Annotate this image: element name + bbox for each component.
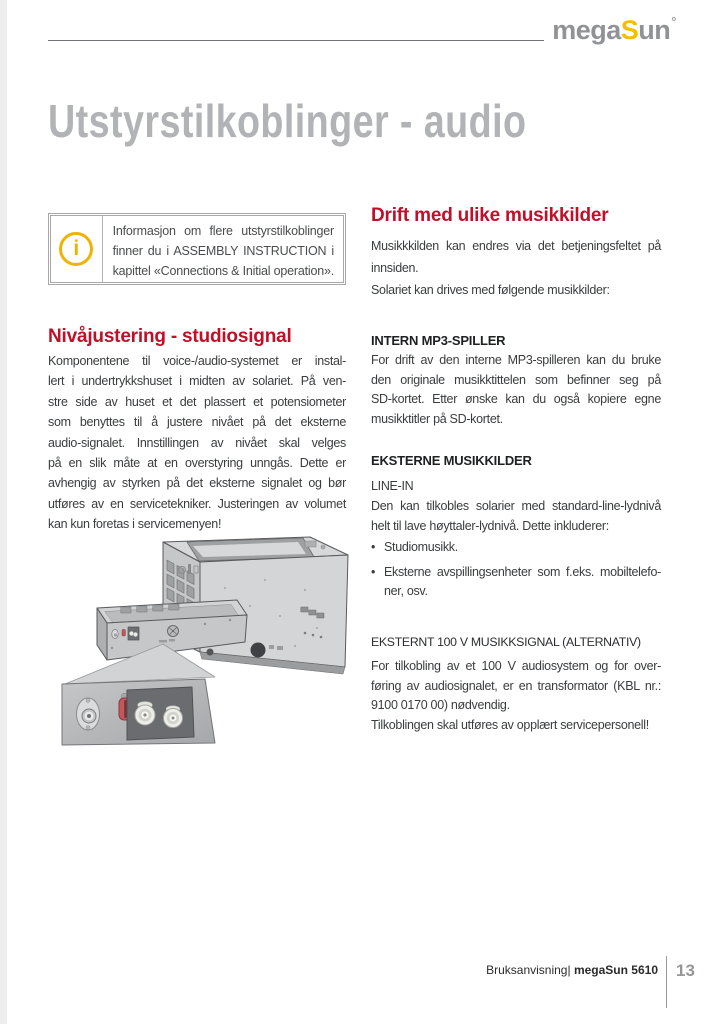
alt-signal-section — [371, 633, 661, 735]
info-box — [48, 213, 346, 285]
logo-trademark-icon: ° — [671, 14, 676, 29]
right-section-heading: Drift med ulike musikkilder — [371, 205, 609, 226]
footer-divider — [666, 956, 667, 1008]
alt-signal-heading: EKSTERNT 100 V MUSIKKSIGNAL (ALTERNATIV) — [371, 635, 641, 649]
right-intro: Musikkkilden kan endres via det betjeningsfeltet på innsiden. Solariet kan drives med følgende musikkilder: — [371, 239, 661, 297]
audio-housing-illustration — [55, 528, 355, 773]
jack-socket — [77, 698, 100, 730]
info-icon-cell — [51, 216, 103, 282]
external-heading: EKSTERNE MUSIKKILDER — [371, 453, 532, 468]
logo-suffix: un — [638, 15, 671, 45]
speaker-hole — [251, 643, 266, 658]
footer-doc-type: Bruksanvisning| — [486, 963, 571, 977]
header-rule — [48, 40, 544, 41]
mp3-section — [371, 331, 661, 429]
left-section-heading: Nivåjustering - studiosignal — [48, 326, 292, 347]
alt-signal-body: For tilkobling av et 100 V audiosystem og for over- føring av audiosignalet, er en transformator (KBL nr.: 9100 0170 00) nødvendig. — [371, 659, 661, 712]
external-body: Den kan tilkobles solarier med standard-line-lydnivå helt til lave høyttaler-lydnivå. Dette inkluderer: — [371, 499, 661, 533]
service-note: Tilkoblingen skal utføres av opplært servicepersonell! — [371, 717, 649, 732]
logo-accent: S — [620, 15, 639, 45]
external-bullet-list — [371, 538, 661, 602]
line-in-subheading: LINE-IN — [371, 479, 414, 493]
level-potentiometer — [168, 626, 179, 637]
info-icon: i — [59, 232, 93, 266]
connector-detail-panel — [62, 679, 215, 745]
page-title: Utstyrstilkoblinger - audio — [48, 95, 527, 147]
rca-connectors — [127, 687, 194, 740]
mp3-heading: INTERN MP3-SPILLER — [371, 333, 506, 348]
logo-prefix: mega — [552, 15, 621, 45]
footer-doc-label — [486, 963, 658, 977]
mp3-body: For drift av den interne MP3-spilleren kan du bruke den originale musikktittelen som befinner seg på SD-kortet. Etter ønske kan du også kopiere egne musikktitler på SD-kortet. — [371, 353, 661, 426]
list-item: • Eksterne avspillingsenheter som f.eks. mobiltelefo- ner, osv. — [371, 563, 661, 602]
page-number: 13 — [676, 961, 695, 980]
bullet-icon: • — [371, 564, 376, 579]
left-section-body: Komponentene til voice-/audio-systemet er instal- lert i undertrykkshuset i midten av solariet. På ven- stre side av huset et det plassert et potensiometer som benyttes til å justere nivået på det eksterne audio-signalet. Innstillingen av nivået skal velges på en slik måte at en overstyring unngås. Dette er avhengig av styrken på det eksterne signalet og bør utføres av en servicetekniker. Justeringen av volumet kan kun foretas i servicemenyen! — [48, 354, 346, 532]
page-header — [48, 16, 676, 44]
footer-product-name: megaSun 5610 — [573, 963, 658, 977]
external-sources-section — [371, 450, 661, 602]
megasun-logo — [552, 8, 676, 44]
page-edge-shadow — [0, 0, 7, 1024]
bullet-icon: • — [371, 540, 376, 554]
info-box-text: Informasjon om flere utstyrstilkoblinger finner du i ASSEMBLY INSTRUCTION i kapittel «Connections & Initial operation». — [112, 224, 334, 278]
list-item: • Studiomusikk. — [371, 538, 661, 558]
